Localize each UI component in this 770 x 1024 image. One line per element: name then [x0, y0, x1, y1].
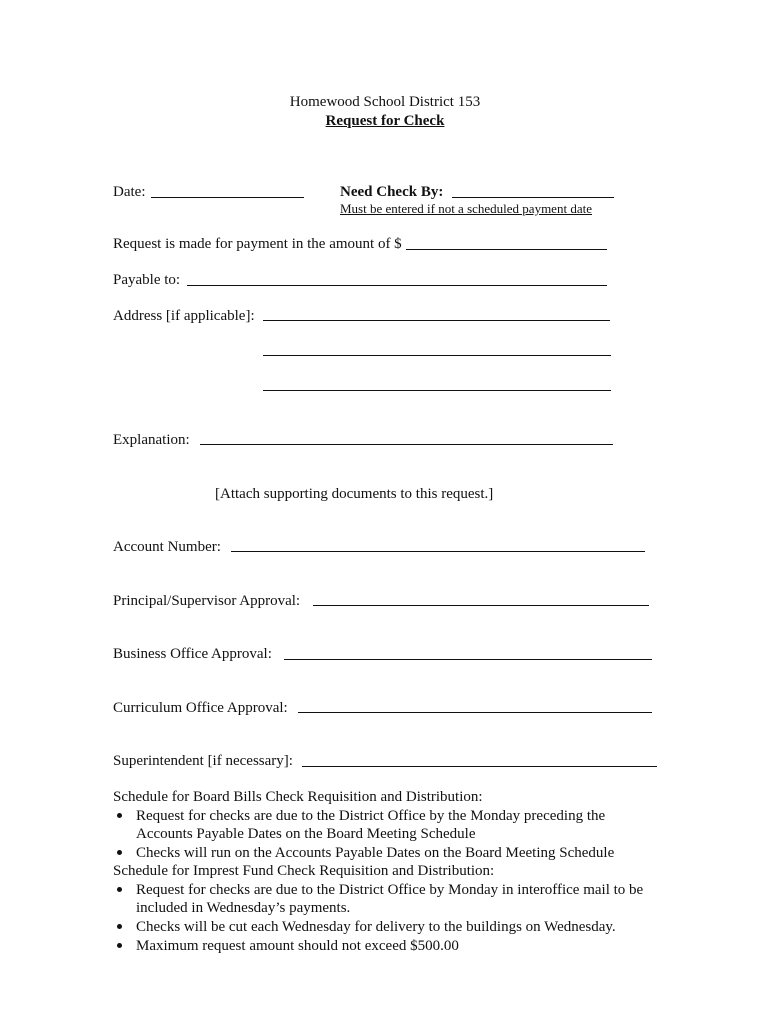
business-field[interactable] [284, 659, 652, 660]
date-field[interactable] [151, 197, 304, 198]
payable-label: Payable to: [113, 272, 181, 288]
attach-note: [Attach supporting documents to this request.] [215, 486, 494, 502]
need-by-note: Must be entered if not a scheduled payment date [340, 201, 592, 216]
imprest-item-1-line-1: Request for checks are due to the District Office by Monday in interoffice mail to be [136, 882, 644, 898]
bullet-icon [117, 850, 122, 855]
address-label: Address [if applicable]: [113, 308, 255, 324]
explanation-field[interactable] [200, 444, 613, 445]
superintendent-label: Superintendent [if necessary]: [113, 753, 293, 769]
district-name: Homewood School District 153 [289, 94, 481, 110]
amount-field[interactable] [406, 249, 607, 250]
business-label: Business Office Approval: [113, 646, 272, 662]
need-by-label: Need Check By: [340, 184, 444, 200]
date-label: Date: [113, 184, 146, 200]
imprest-item-2: Checks will be cut each Wednesday for delivery to the buildings on Wednesday. [136, 919, 616, 935]
amount-label: Request is made for payment in the amount of $ [113, 236, 402, 252]
principal-label: Principal/Supervisor Approval: [113, 593, 301, 609]
board-item-1-line-1: Request for checks are due to the District Office by the Monday preceding the [136, 808, 606, 824]
account-label: Account Number: [113, 539, 221, 555]
explanation-label: Explanation: [113, 432, 190, 448]
bullet-icon [117, 813, 122, 818]
board-item-1-line-2: Accounts Payable Dates on the Board Meeting Schedule [136, 826, 476, 842]
address-field-3[interactable] [263, 390, 611, 391]
account-field[interactable] [231, 551, 645, 552]
board-item-2: Checks will run on the Accounts Payable Dates on the Board Meeting Schedule [136, 845, 615, 861]
curriculum-label: Curriculum Office Approval: [113, 700, 288, 716]
superintendent-field[interactable] [302, 766, 657, 767]
address-field-1[interactable] [263, 320, 610, 321]
curriculum-field[interactable] [298, 712, 652, 713]
imprest-schedule-heading: Schedule for Imprest Fund Check Requisition and Distribution: [113, 863, 495, 879]
bullet-icon [117, 924, 122, 929]
form-title: Request for Check [325, 113, 445, 129]
need-by-field[interactable] [452, 197, 614, 198]
payable-field[interactable] [187, 285, 607, 286]
address-field-2[interactable] [263, 355, 611, 356]
imprest-item-3: Maximum request amount should not exceed $500.00 [136, 938, 459, 954]
principal-field[interactable] [313, 605, 649, 606]
board-schedule-heading: Schedule for Board Bills Check Requisition and Distribution: [113, 789, 483, 805]
bullet-icon [117, 887, 122, 892]
bullet-icon [117, 943, 122, 948]
imprest-item-1-line-2: included in Wednesday’s payments. [136, 900, 351, 916]
